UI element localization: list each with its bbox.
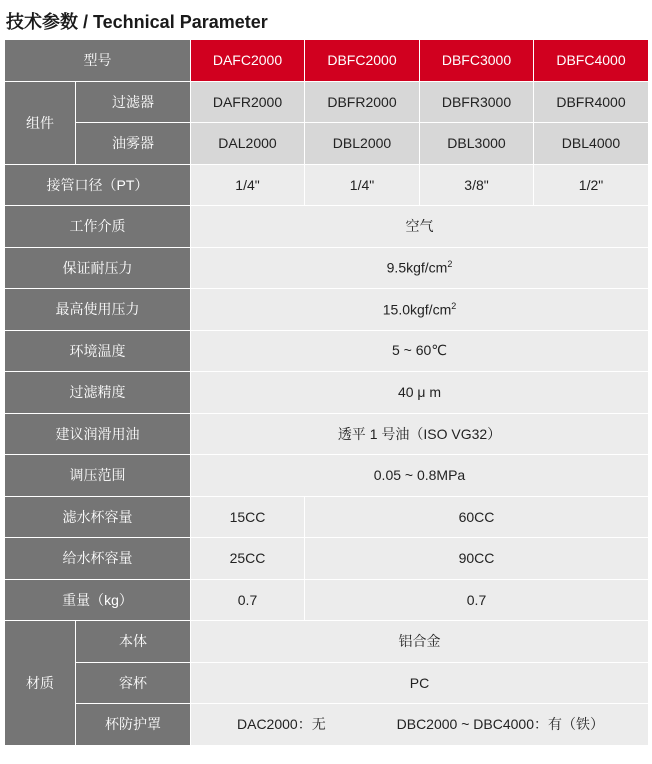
port-cell: 1/4"	[191, 164, 305, 206]
filter-label: 过滤器	[76, 81, 191, 123]
model-header-4: DBFC4000	[534, 40, 649, 82]
medium-label: 工作介质	[5, 206, 191, 248]
weight-small: 0.7	[191, 579, 305, 621]
proof-pressure-sup: 2	[447, 259, 453, 270]
table-row	[5, 40, 649, 82]
bowl-value: PC	[191, 662, 649, 704]
port-cell: 3/8"	[420, 164, 534, 206]
table-row	[5, 621, 649, 663]
filtration-value: 40 μ m	[191, 372, 649, 414]
regulating-label: 调压范围	[5, 455, 191, 497]
table-row	[5, 579, 649, 621]
model-header-3: DBFC3000	[420, 40, 534, 82]
component-group-label: 组件	[5, 81, 76, 164]
parameter-table	[4, 39, 649, 746]
proof-pressure-value	[191, 247, 649, 289]
regulating-value: 0.05 ~ 0.8MPa	[191, 455, 649, 497]
table-row	[5, 413, 649, 455]
oil-bowl-label: 给水杯容量	[5, 538, 191, 580]
table-row	[5, 455, 649, 497]
table-row	[5, 206, 649, 248]
port-cell: 1/2"	[534, 164, 649, 206]
oil-label: 建议润滑用油	[5, 413, 191, 455]
filter-cell: DBFR2000	[305, 81, 420, 123]
filter-cell: DBFR4000	[534, 81, 649, 123]
model-header-1: DAFC2000	[191, 40, 305, 82]
lubricator-label: 油雾器	[76, 123, 191, 165]
max-pressure-sup: 2	[451, 300, 457, 311]
proof-pressure-label: 保证耐压力	[5, 247, 191, 289]
table-row	[5, 372, 649, 414]
max-pressure-number: 15.0kgf/cm	[382, 301, 452, 318]
port-cell: 1/4"	[305, 164, 420, 206]
table-row	[5, 704, 649, 746]
body-value: 铝合金	[191, 621, 649, 663]
table-row	[5, 164, 649, 206]
guard-dbc: DBC2000 ~ DBC4000：有（铁）	[396, 716, 604, 733]
guard-label: 杯防护罩	[76, 704, 191, 746]
drain-bowl-label: 滤水杯容量	[5, 496, 191, 538]
lubricator-cell: DBL2000	[305, 123, 420, 165]
material-group-label: 材质	[5, 621, 76, 746]
medium-value: 空气	[191, 206, 649, 248]
table-row	[5, 81, 649, 123]
bowl-label: 容杯	[76, 662, 191, 704]
filtration-label: 过滤精度	[5, 372, 191, 414]
guard-value	[191, 704, 649, 746]
table-row	[5, 662, 649, 704]
table-row	[5, 289, 649, 331]
oil-value: 透平 1 号油（ISO VG32）	[191, 413, 649, 455]
lubricator-cell: DBL3000	[420, 123, 534, 165]
weight-large: 0.7	[305, 579, 649, 621]
temperature-value: 5 ~ 60℃	[191, 330, 649, 372]
oil-bowl-large: 90CC	[305, 538, 649, 580]
model-header-2: DBFC2000	[305, 40, 420, 82]
filter-cell: DBFR3000	[420, 81, 534, 123]
proof-pressure-number: 9.5kgf/cm	[386, 260, 448, 277]
table-row	[5, 496, 649, 538]
page-title: 技术参数 / Technical Parameter	[6, 12, 268, 32]
table-row	[5, 330, 649, 372]
port-label: 接管口径（PT）	[5, 164, 191, 206]
drain-bowl-small: 15CC	[191, 496, 305, 538]
guard-dac: DAC2000：无	[237, 716, 326, 733]
oil-bowl-small: 25CC	[191, 538, 305, 580]
body-label: 本体	[76, 621, 191, 663]
max-pressure-value	[191, 289, 649, 331]
max-pressure-label: 最高使用压力	[5, 289, 191, 331]
table-row	[5, 123, 649, 165]
table-row	[5, 538, 649, 580]
filter-cell: DAFR2000	[191, 81, 305, 123]
lubricator-cell: DAL2000	[191, 123, 305, 165]
weight-label: 重量（kg）	[5, 579, 191, 621]
lubricator-cell: DBL4000	[534, 123, 649, 165]
temperature-label: 环境温度	[5, 330, 191, 372]
drain-bowl-large: 60CC	[305, 496, 649, 538]
model-label: 型号	[5, 40, 191, 82]
table-row	[5, 247, 649, 289]
